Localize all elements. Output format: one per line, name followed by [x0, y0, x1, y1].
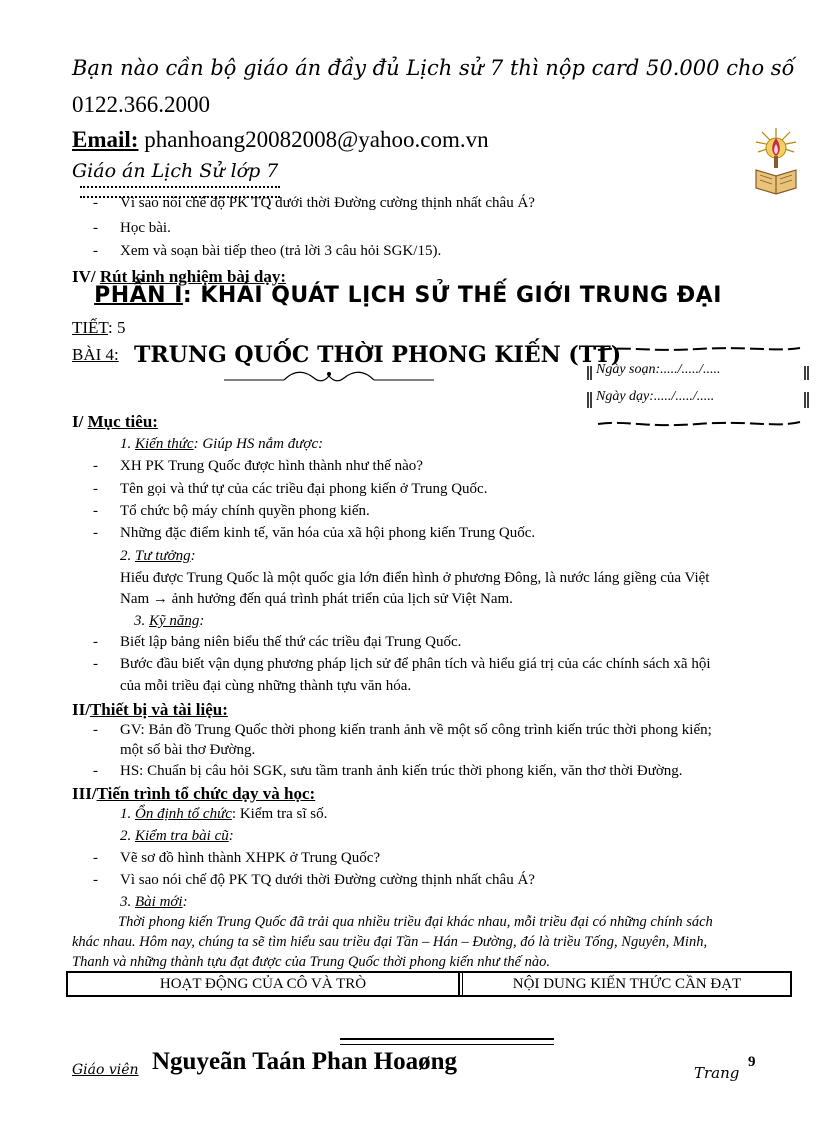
intro-line: Thanh và những thành tựu đạt được của Trung Quốc thời phong kiến như thế nào.	[72, 954, 551, 970]
section-ii-title: Thiết bị và tài liệu:	[89, 700, 228, 719]
date-soan: Ngày soạn:...../...../.....	[596, 362, 721, 377]
equipment-item-cont: một số bài thơ Đường.	[120, 742, 256, 758]
skills-num: 3.	[134, 613, 146, 629]
table-col-content: NỘI DUNG KIẾN THỨC CẦN ĐẠT	[462, 973, 791, 995]
section-iv-num: IV/	[72, 267, 96, 286]
review-item: - Vẽ sơ đồ hình thành XHPK ở Trung Quốc?	[120, 850, 380, 867]
section-ii-heading	[72, 700, 228, 720]
attitude-colon: :	[190, 548, 196, 564]
carry-item: - Vì sao nói chế độ PK TQ dưới thời Đường cường thịnh nhất châu Á?	[120, 195, 535, 212]
intro-line: khác nhau. Hôm nay, chúng ta sẽ tìm hiểu sau triều đại Tần – Hán – Đường, đó là triều Tống, Nguyên, Minh,	[72, 934, 708, 950]
section-iii-title: Tiến trình tổ chức dạy và học:	[96, 784, 316, 803]
skills-colon: :	[199, 613, 205, 629]
lesson-period	[72, 318, 125, 338]
section-iii-heading	[72, 784, 315, 804]
page-number: 9	[748, 1054, 756, 1070]
date-day: Ngày dạy:...../...../.....	[596, 389, 715, 404]
book-torch-logo-icon	[752, 126, 800, 196]
footer-rule	[340, 1038, 554, 1045]
skills-item: - Biết lập bảng niên biểu thế thứ các triều đại Trung Quốc.	[120, 634, 461, 651]
skills-item-cont: của mỗi triều đại cùng những thành tựu văn hóa.	[120, 678, 412, 694]
stabilize-subheading	[120, 806, 327, 823]
table-col-activity: HOẠT ĐỘNG CỦA CÔ VÀ TRÒ	[68, 973, 460, 995]
section-i-heading	[72, 412, 158, 432]
new-lesson-colon: :	[182, 894, 188, 910]
section-ii-num: II/	[72, 700, 90, 719]
email-label: Email:	[72, 127, 139, 152]
attitude-subheading	[120, 548, 196, 565]
attitude-line: Hiểu được Trung Quốc là một quốc gia lớn điển hình ở phương Đông, là nước láng giềng của Việt	[120, 570, 710, 586]
email-address: phanhoang20082008@yahoo.com.vn	[144, 127, 489, 152]
tiet-label: TIẾT	[72, 318, 108, 337]
section-i-num: I/	[72, 412, 84, 431]
attitude-num: 2.	[120, 548, 132, 564]
knowledge-item: - Tổ chức bộ máy chính quyền phong kiến.	[120, 503, 370, 520]
activity-table-header	[66, 971, 792, 997]
part-title	[0, 283, 816, 308]
review-item: - Vì sao nói chế độ PK TQ dưới thời Đường cường thịnh nhất châu Á?	[120, 872, 535, 889]
review-subheading	[120, 828, 234, 845]
review-colon: :	[228, 828, 234, 844]
section-iv-title: Rút kinh nghiệm bài dạy:	[99, 267, 286, 286]
review-label: Kiểm tra bài cũ	[135, 828, 229, 844]
intro-line: Thời phong kiến Trung Quốc đã trải qua nhiều triều đại khác nhau, mỗi triều đại có những chính sách	[118, 914, 713, 930]
stabilize-rest: : Kiểm tra sĩ số.	[231, 806, 328, 822]
lesson-title: TRUNG QUỐC THỜI PHONG KIẾN (TT)	[134, 342, 622, 368]
section-iii-num: III/	[72, 784, 97, 803]
page-label: Trang	[694, 1064, 740, 1082]
skills-item: - Bước đầu biết vận dụng phương pháp lịch sử để phân tích và hiểu giá trị của các chính sách xã hội	[120, 656, 711, 673]
knowledge-item: - Tên gọi và thứ tự của các triều đại phong kiến ở Trung Quốc.	[120, 481, 487, 498]
knowledge-label: Kiến thức	[135, 436, 194, 452]
lesson-number	[72, 345, 119, 365]
skills-subheading	[134, 613, 204, 630]
bai-label: BÀI 4	[72, 345, 115, 364]
date-box-frame	[586, 344, 810, 430]
knowledge-item: - XH PK Trung Quốc được hình thành như thế nào?	[120, 458, 423, 475]
teacher-name: Nguyeãn Taán Phan Hoaøng	[152, 1048, 457, 1075]
part-label: PHẦN I	[94, 283, 183, 308]
subject-header: Giáo án Lịch Sử lớp 7	[72, 160, 279, 182]
stabilize-label: Ổn định tổ chức	[135, 806, 232, 822]
equipment-item: - HS: Chuẩn bị câu hỏi SGK, sưu tầm tranh ảnh kiến trúc thời phong kiến, văn thơ thời Đường.	[120, 763, 683, 780]
stabilize-num: 1.	[120, 806, 132, 822]
tiet-value: : 5	[107, 318, 126, 337]
knowledge-subheading	[120, 436, 323, 453]
attitude-label: Tư tưởng	[135, 548, 191, 564]
title-ornament	[224, 368, 434, 384]
skills-label: Kỹ năng	[149, 613, 200, 629]
teacher-label: Giáo viên	[72, 1062, 139, 1078]
knowledge-num: 1.	[120, 436, 132, 452]
knowledge-rest: : Giúp HS nắm được:	[193, 436, 324, 452]
phone-number: 0122.366.2000	[72, 92, 210, 117]
new-lesson-num: 3.	[120, 894, 132, 910]
carry-item: - Xem và soạn bài tiếp theo (trả lời 3 câu hỏi SGK/15).	[120, 243, 441, 260]
email-line	[72, 127, 489, 153]
equipment-item: - GV: Bản đồ Trung Quốc thời phong kiến tranh ảnh về một số công trình kiến trúc thời phong kiến;	[120, 722, 712, 739]
promo-text: Bạn nào cần bộ giáo án đầy đủ Lịch sử 7 thì nộp card 50.000 cho số	[72, 56, 795, 80]
knowledge-item: - Những đặc điểm kinh tế, văn hóa của xã hội phong kiến Trung Quốc.	[120, 525, 535, 542]
bai-colon: :	[114, 345, 119, 364]
carry-item: - Học bài.	[120, 220, 171, 237]
attitude-line: Nam → ảnh hưởng đến quá trình phát triển của lịch sử Việt Nam.	[120, 591, 513, 607]
review-num: 2.	[120, 828, 132, 844]
part-text: : KHÁI QUÁT LỊCH SỬ THẾ GIỚI TRUNG ĐẠI	[182, 283, 722, 308]
new-lesson-subheading	[120, 894, 188, 911]
new-lesson-label: Bài mới	[135, 894, 183, 910]
section-i-title: Mục tiêu:	[87, 412, 158, 431]
